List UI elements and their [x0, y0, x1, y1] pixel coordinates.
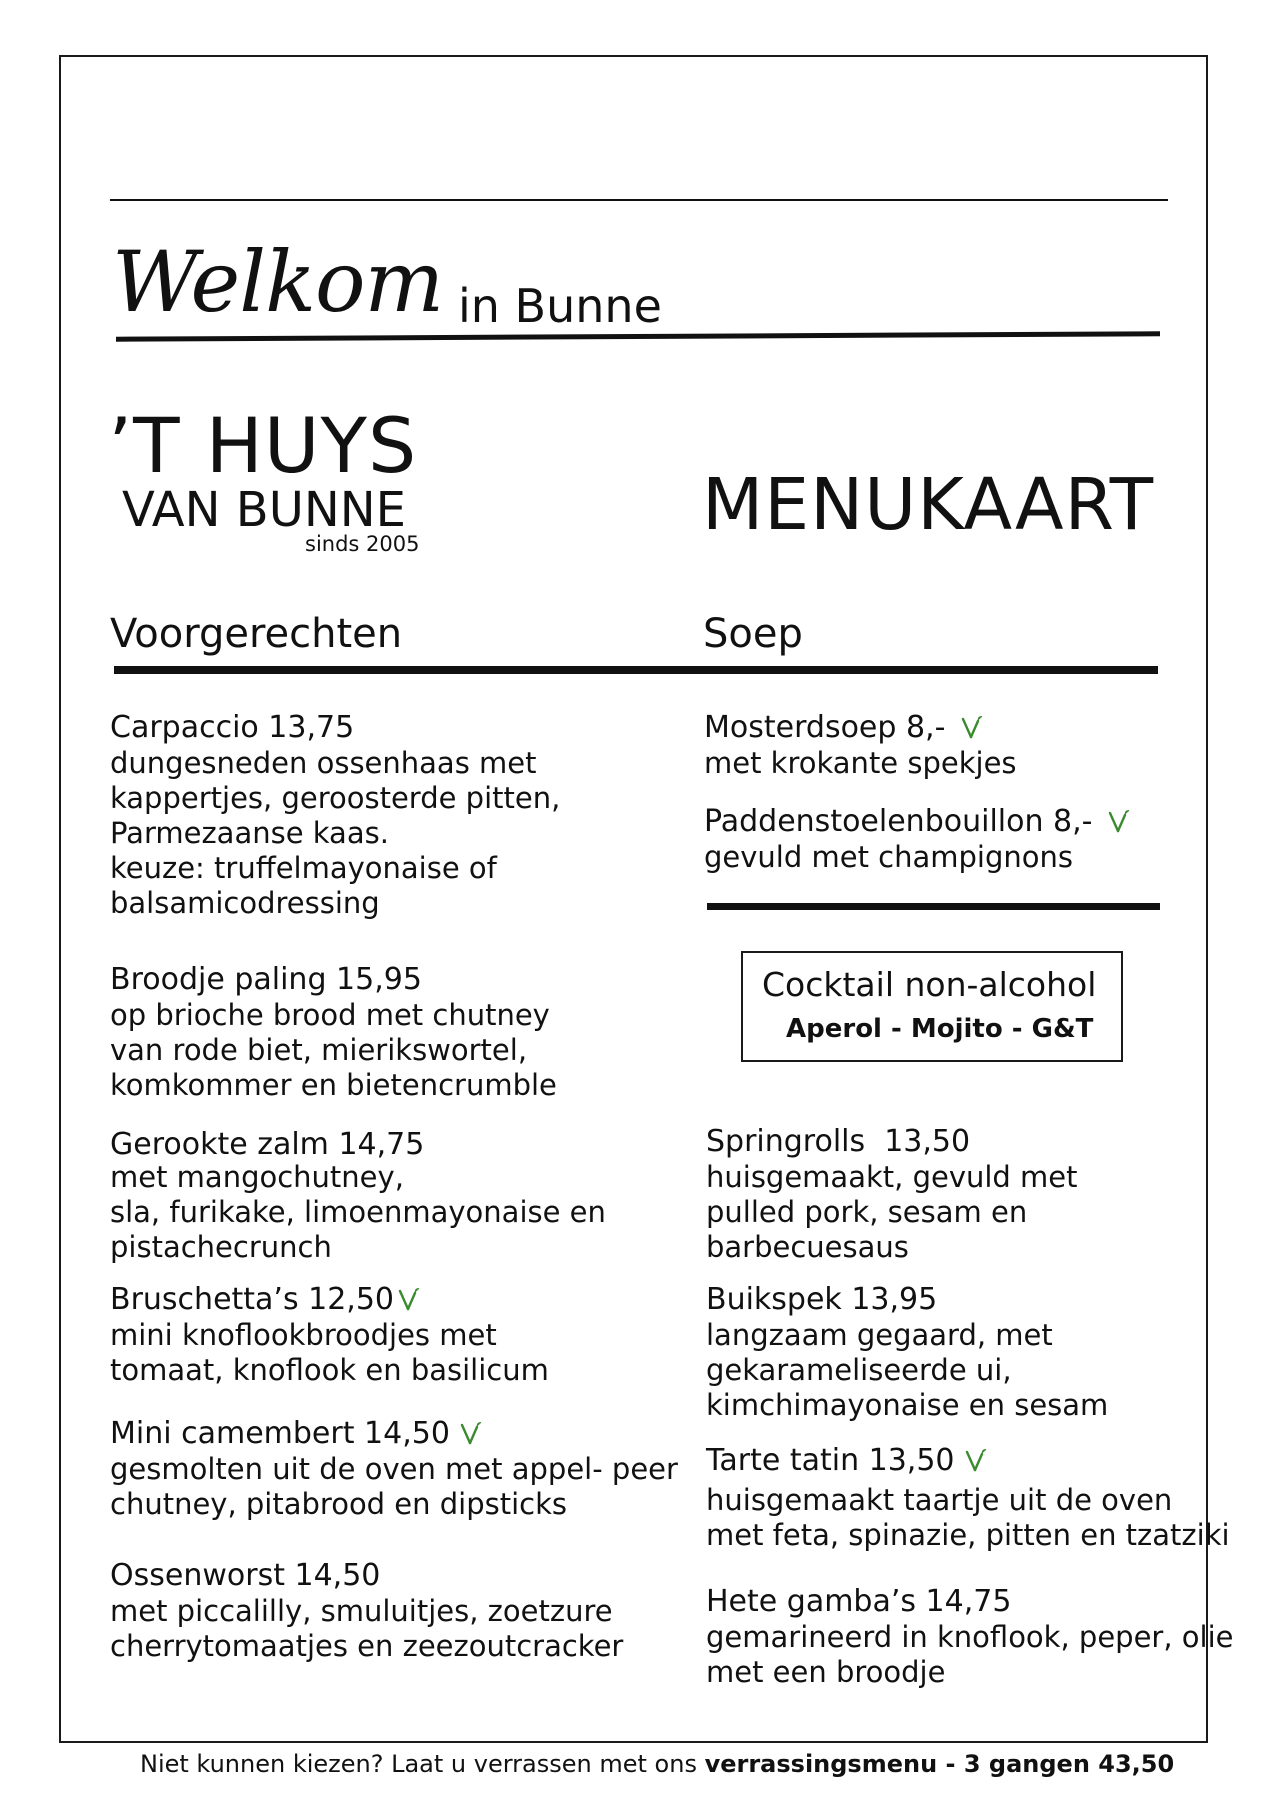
dish-title-text: Carpaccio 13,75 — [110, 710, 355, 745]
dish-title — [110, 710, 560, 746]
dish-description — [110, 998, 557, 1103]
dish-gerookte-zalm — [110, 1127, 606, 1265]
dish-title-text: Mosterdsoep 8,- — [704, 710, 946, 745]
brand-name-line1: ’T HUYS — [108, 401, 418, 490]
dish-line: dungesneden ossenhaas met — [110, 746, 537, 780]
dish-line: langzaam gegaard, met — [706, 1318, 1053, 1352]
cocktail-title: Cocktail non-alcohol — [762, 965, 1097, 1004]
dish-description — [706, 1160, 1078, 1265]
dish-title-text: Bruschetta’s 12,50 — [110, 1282, 395, 1317]
section-divider — [114, 666, 1158, 674]
dish-line: Parmezaanse kaas. — [110, 816, 389, 850]
dish-line: gekarameliseerde ui, — [706, 1353, 1012, 1387]
dish-line: met mangochutney, — [110, 1160, 404, 1194]
section-heading-voorgerechten: Voorgerechten — [110, 611, 403, 657]
dish-line: kappertjes, geroosterde pitten, — [110, 781, 561, 815]
dish-springrolls — [706, 1124, 1078, 1265]
dish-title-text: Hete gamba’s 14,75 — [706, 1584, 1012, 1619]
dish-description — [110, 1160, 606, 1265]
dish-title — [110, 1558, 623, 1594]
dish-carpaccio — [110, 710, 560, 921]
footer-note — [140, 1748, 1174, 1780]
dish-line: gevuld met champignons — [704, 840, 1073, 874]
dish-title — [110, 1127, 606, 1162]
leaf-v-icon — [1108, 809, 1130, 835]
dish-description — [110, 746, 560, 921]
dish-line: pistachecrunch — [110, 1230, 332, 1264]
dish-description — [706, 1483, 1230, 1553]
dish-title-text: Mini camembert 14,50 — [110, 1416, 450, 1451]
dish-description — [110, 1594, 623, 1664]
dish-line: komkommer en bietencrumble — [110, 1068, 557, 1102]
leaf-v-icon — [961, 715, 983, 741]
dish-description — [706, 1318, 1108, 1423]
dish-title — [110, 1416, 678, 1452]
dish-title-text: Buikspek 13,95 — [706, 1282, 938, 1317]
dish-tarte-tatin — [706, 1443, 1230, 1553]
brand-name-line2: VAN BUNNE — [122, 482, 406, 538]
dish-line: huisgemaakt taartje uit de oven — [706, 1483, 1173, 1517]
dish-description — [706, 1620, 1233, 1690]
dish-line: met een broodje — [706, 1655, 946, 1689]
dish-line: tomaat, knoflook en basilicum — [110, 1353, 549, 1387]
dish-line: met krokante spekjes — [704, 746, 1017, 780]
soup-paddenstoelenbouillon — [704, 804, 1130, 875]
dish-line: kimchimayonaise en sesam — [706, 1388, 1109, 1422]
dish-title — [706, 1282, 1108, 1318]
leaf-v-icon — [965, 1448, 987, 1474]
footer-highlight: verrassingsmenu - 3 gangen 43,50 — [704, 1750, 1175, 1778]
dish-line: barbecuesaus — [706, 1230, 909, 1264]
dish-title — [704, 710, 1017, 746]
dish-mini-camembert — [110, 1416, 678, 1522]
dish-description — [110, 1452, 678, 1522]
dish-title-text: Springrolls 13,50 — [706, 1124, 971, 1159]
cocktail-options: Aperol - Mojito - G&T — [786, 1014, 1094, 1044]
dish-line: cherrytomaatjes en zeezoutcracker — [110, 1629, 624, 1663]
dish-line: gesmolten uit de oven met appel- peer — [110, 1452, 678, 1486]
dish-line: met feta, spinazie, pitten en tzatziki — [706, 1518, 1230, 1552]
dish-title — [110, 1282, 549, 1318]
dish-title-text: Gerookte zalm 14,75 — [110, 1127, 425, 1162]
dish-line: pulled pork, sesam en — [706, 1195, 1028, 1229]
dish-title — [706, 1584, 1233, 1620]
dish-broodje-paling — [110, 962, 557, 1103]
menu-title: MENUKAART — [702, 463, 1155, 546]
footer-text: Niet kunnen kiezen? Laat u verrassen met ons — [140, 1750, 705, 1778]
dish-hete-gambas — [706, 1584, 1233, 1690]
cocktail-box — [741, 951, 1123, 1062]
dish-description — [110, 1318, 549, 1388]
soup-mosterdsoep — [704, 710, 1017, 781]
dish-line: keuze: truffelmayonaise of — [110, 851, 497, 885]
dish-ossenworst — [110, 1558, 623, 1664]
dish-title — [110, 962, 557, 998]
dish-line: gemarineerd in knoflook, peper, olie — [706, 1620, 1234, 1654]
dish-line: chutney, pitabrood en dipsticks — [110, 1487, 568, 1521]
leaf-v-icon — [460, 1421, 482, 1447]
in-bunne-heading: in Bunne — [458, 279, 662, 333]
dish-line: op brioche brood met chutney — [110, 998, 550, 1032]
top-divider — [110, 199, 1168, 201]
soup-divider — [707, 903, 1160, 910]
dish-description — [704, 746, 1017, 781]
dish-bruschettas — [110, 1282, 549, 1388]
dish-line: van rode biet, mierikswortel, — [110, 1033, 528, 1067]
dish-buikspek — [706, 1282, 1108, 1423]
dish-description — [704, 840, 1130, 875]
dish-title — [704, 804, 1130, 840]
dish-title-text: Tarte tatin 13,50 — [706, 1443, 955, 1478]
dish-title-text: Broodje paling 15,95 — [110, 962, 422, 997]
section-heading-soep: Soep — [703, 611, 803, 657]
dish-line: mini knoflookbroodjes met — [110, 1318, 497, 1352]
dish-title — [706, 1124, 1078, 1160]
dish-line: met piccalilly, smuluitjes, zoetzure — [110, 1594, 613, 1628]
dish-line: sla, furikake, limoenmayonaise en — [110, 1195, 606, 1229]
dish-title-text: Paddenstoelenbouillon 8,- — [704, 804, 1093, 839]
leaf-v-icon — [398, 1287, 420, 1313]
dish-title — [706, 1443, 1230, 1479]
dish-title-text: Ossenworst 14,50 — [110, 1558, 381, 1593]
welkom-heading: Welkom — [112, 233, 444, 331]
dish-line: balsamicodressing — [110, 886, 380, 920]
dish-line: huisgemaakt, gevuld met — [706, 1160, 1078, 1194]
brand-since: sinds 2005 — [305, 532, 420, 556]
